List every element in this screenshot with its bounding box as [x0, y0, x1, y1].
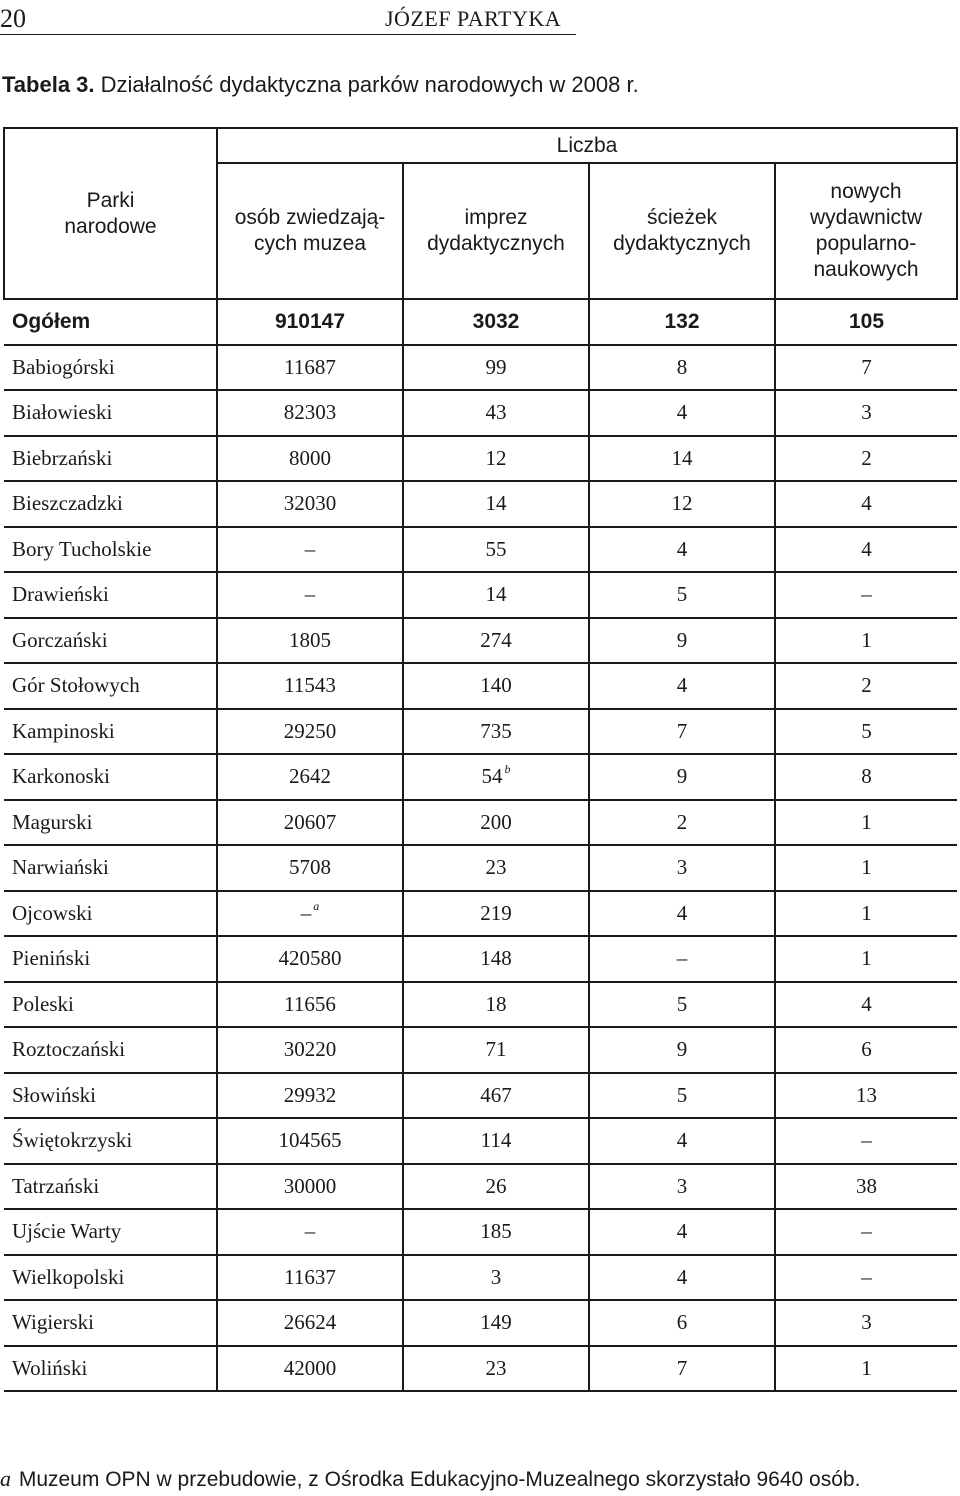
cell-value: 55	[485, 536, 507, 561]
cell-value: 2	[861, 673, 872, 698]
publications-cell	[775, 1073, 957, 1119]
trails-cell	[589, 1300, 775, 1346]
trails-cell	[589, 1255, 775, 1301]
cell-value: 140	[480, 673, 512, 698]
events-cell	[403, 1255, 589, 1301]
cell-value: –	[676, 946, 688, 971]
cell-value: 13	[856, 1082, 877, 1107]
table-row	[4, 754, 957, 800]
park-name: Tatrzański	[4, 1164, 217, 1210]
publications-cell	[775, 1255, 957, 1301]
table-row	[4, 800, 957, 846]
visitors-cell	[217, 1209, 403, 1255]
cell-value: 9	[676, 627, 688, 652]
table-row	[4, 527, 957, 573]
cell-value: 11656	[284, 991, 336, 1016]
table-row	[4, 1118, 957, 1164]
park-name: Ogółem	[4, 299, 217, 345]
cell-value: 4	[861, 536, 872, 561]
table-row	[4, 663, 957, 709]
publications-cell	[775, 390, 957, 436]
cell-value: 30000	[283, 1173, 337, 1198]
cell-value: –	[861, 1219, 872, 1244]
trails-cell	[589, 1118, 775, 1164]
park-name: Ujście Warty	[4, 1209, 217, 1255]
table-body	[4, 299, 957, 1391]
cell-value: 8	[861, 764, 872, 789]
trails-cell: 132	[589, 299, 775, 345]
publications-cell	[775, 345, 957, 391]
cell-value: 8	[676, 354, 688, 379]
cell-value: –	[861, 1264, 872, 1289]
events-cell	[403, 1118, 589, 1164]
park-name: Bory Tucholskie	[4, 527, 217, 573]
table-row	[4, 481, 957, 527]
cell-value: 274	[480, 627, 512, 652]
cell-value: 29932	[283, 1082, 337, 1107]
events-cell	[403, 1027, 589, 1073]
visitors-cell	[217, 891, 403, 937]
cell-value: 5	[676, 991, 688, 1016]
trails-cell	[589, 754, 775, 800]
park-name: Białowieski	[4, 390, 217, 436]
cell-value: 467	[480, 1082, 512, 1107]
header-trails: ścieżek dydaktycznych	[589, 163, 775, 299]
table-row-total	[4, 299, 957, 345]
trails-cell	[589, 1027, 775, 1073]
running-head-rule	[0, 34, 576, 35]
visitors-cell	[217, 1346, 403, 1392]
cell-value: 735	[480, 718, 512, 743]
cell-value: 26	[485, 1173, 507, 1198]
trails-cell	[589, 982, 775, 1028]
cell-value: 14	[671, 445, 693, 470]
park-name: Drawieński	[4, 572, 217, 618]
park-name: Bieszczadzki	[4, 481, 217, 527]
park-name: Pieniński	[4, 936, 217, 982]
cell-value: 1805	[289, 627, 331, 652]
events-cell	[403, 1164, 589, 1210]
trails-cell	[589, 345, 775, 391]
cell-value: 14	[485, 491, 507, 516]
publications-cell	[775, 709, 957, 755]
trails-cell	[589, 572, 775, 618]
cell-value: 7	[676, 718, 688, 743]
park-name: Wigierski	[4, 1300, 217, 1346]
table-row	[4, 1346, 957, 1392]
cell-value: 148	[480, 946, 512, 971]
visitors-cell	[217, 1073, 403, 1119]
cell-value: 3	[490, 1264, 502, 1289]
table-caption-label: Tabela 3.	[2, 72, 95, 97]
events-cell	[403, 754, 589, 800]
park-name: Karkonoski	[4, 754, 217, 800]
park-name: Narwiański	[4, 845, 217, 891]
visitors-cell	[217, 1164, 403, 1210]
cell-value: 5	[676, 582, 688, 607]
cell-value: 23	[485, 855, 507, 880]
visitors-cell	[217, 345, 403, 391]
footnote-marker: a	[313, 898, 320, 913]
cell-value: 1	[861, 946, 872, 971]
cell-value: 200	[480, 809, 512, 834]
table-caption	[2, 72, 639, 98]
cell-value: –	[304, 1219, 316, 1244]
table-row	[4, 982, 957, 1028]
trails-cell	[589, 1346, 775, 1392]
trails-cell	[589, 390, 775, 436]
trails-cell	[589, 663, 775, 709]
visitors-cell	[217, 754, 403, 800]
events-cell	[403, 1073, 589, 1119]
table-row	[4, 345, 957, 391]
cell-value: 12	[671, 491, 693, 516]
cell-value: 3	[676, 855, 688, 880]
header-group-count: Liczba	[217, 128, 957, 163]
cell-value: 1	[861, 855, 872, 880]
events-cell	[403, 572, 589, 618]
table-row	[4, 390, 957, 436]
running-head: JÓZEF PARTYKA	[385, 6, 562, 31]
visitors-cell	[217, 618, 403, 664]
footnote-text: Muzeum OPN w przebudowie, z Ośrodka Edukacyjno-Muzealnego skorzystało 9640 osób.	[13, 1468, 861, 1491]
publications-cell	[775, 754, 957, 800]
trails-cell	[589, 527, 775, 573]
publications-cell	[775, 800, 957, 846]
park-name: Ojcowski	[4, 891, 217, 937]
visitors-cell	[217, 800, 403, 846]
cell-value: 4	[676, 900, 688, 925]
table-row	[4, 1027, 957, 1073]
park-name: Babiogórski	[4, 345, 217, 391]
cell-value: 38	[856, 1173, 877, 1198]
cell-value: 2642	[289, 764, 331, 789]
table-row	[4, 1164, 957, 1210]
publications-cell	[775, 618, 957, 664]
cell-value: 4	[861, 991, 872, 1016]
publications-cell	[775, 663, 957, 709]
cell-value: 29250	[283, 718, 337, 743]
cell-value: 5	[861, 718, 872, 743]
cell-value: 11687	[284, 354, 336, 379]
publications-cell: 105	[775, 299, 957, 345]
visitors-cell	[217, 527, 403, 573]
publications-cell	[775, 1164, 957, 1210]
cell-value: 26624	[283, 1310, 337, 1335]
visitors-cell	[217, 709, 403, 755]
table-row	[4, 436, 957, 482]
cell-value: 2	[676, 809, 688, 834]
cell-value: 23	[485, 1355, 507, 1380]
publications-cell	[775, 527, 957, 573]
cell-value: 82303	[283, 400, 337, 425]
events-cell	[403, 891, 589, 937]
header-events: imprez dydaktycznych	[403, 163, 589, 299]
cell-value: 219	[480, 900, 512, 925]
cell-value: 42000	[283, 1355, 337, 1380]
cell-value: 11543	[284, 673, 336, 698]
cell-value: 9	[676, 1037, 688, 1062]
header-visitors: osób zwiedzają- cych muzea	[217, 163, 403, 299]
visitors-cell	[217, 936, 403, 982]
publications-cell	[775, 1027, 957, 1073]
trails-cell	[589, 436, 775, 482]
events-cell	[403, 390, 589, 436]
park-name: Woliński	[4, 1346, 217, 1392]
cell-value: 1	[861, 809, 872, 834]
trails-cell	[589, 481, 775, 527]
visitors-cell	[217, 436, 403, 482]
events-cell	[403, 1346, 589, 1392]
cell-value: –	[861, 582, 872, 607]
visitors-cell	[217, 1027, 403, 1073]
cell-value: 3	[676, 1173, 688, 1198]
visitors-cell	[217, 982, 403, 1028]
cell-value: –	[304, 582, 316, 607]
cell-value: –	[304, 536, 316, 561]
cell-value: 9	[676, 764, 688, 789]
cell-value: 4	[676, 1264, 688, 1289]
cell-value: 149	[480, 1310, 512, 1335]
cell-value: 6	[676, 1310, 688, 1335]
table-row	[4, 572, 957, 618]
table-row	[4, 891, 957, 937]
cell-value: 3	[861, 1310, 872, 1335]
footnote	[0, 1466, 860, 1492]
cell-value: 43	[485, 400, 507, 425]
cell-value: 18	[485, 991, 507, 1016]
cell-value: 1	[861, 900, 872, 925]
table-row	[4, 709, 957, 755]
visitors-cell: 910147	[217, 299, 403, 345]
cell-value: 11637	[284, 1264, 336, 1289]
cell-value: –	[861, 1128, 872, 1153]
cell-value: 30220	[283, 1037, 337, 1062]
cell-value: 4	[676, 673, 688, 698]
header-parks: Parki narodowe	[4, 128, 217, 299]
cell-value: 14	[485, 582, 507, 607]
table-row	[4, 1073, 957, 1119]
cell-value: 4	[676, 536, 688, 561]
events-cell	[403, 527, 589, 573]
events-cell	[403, 618, 589, 664]
cell-value: 54	[481, 764, 503, 789]
events-cell	[403, 709, 589, 755]
table-row	[4, 845, 957, 891]
trails-cell	[589, 800, 775, 846]
visitors-cell	[217, 572, 403, 618]
park-name: Świętokrzyski	[4, 1118, 217, 1164]
publications-cell	[775, 982, 957, 1028]
cell-value: 5708	[289, 855, 331, 880]
cell-value: 4	[676, 1128, 688, 1153]
publications-cell	[775, 936, 957, 982]
events-cell	[403, 663, 589, 709]
cell-value: 1	[861, 1355, 872, 1380]
visitors-cell	[217, 663, 403, 709]
events-cell	[403, 1209, 589, 1255]
events-cell	[403, 936, 589, 982]
publications-cell	[775, 845, 957, 891]
trails-cell	[589, 1073, 775, 1119]
visitors-cell	[217, 1255, 403, 1301]
table-caption-text: Działalność dydaktyczna parków narodowych w 2008 r.	[94, 72, 639, 97]
publications-cell	[775, 572, 957, 618]
publications-cell	[775, 1209, 957, 1255]
park-name: Poleski	[4, 982, 217, 1028]
events-cell	[403, 345, 589, 391]
cell-value: 185	[480, 1219, 512, 1244]
cell-value: 1	[861, 627, 872, 652]
cell-value: –	[300, 900, 312, 925]
header-publications: nowych wydawnictw popularno- naukowych	[775, 163, 957, 299]
events-cell	[403, 800, 589, 846]
table-row	[4, 1300, 957, 1346]
events-cell	[403, 481, 589, 527]
cell-value: 5	[676, 1082, 688, 1107]
trails-cell	[589, 891, 775, 937]
events-cell	[403, 845, 589, 891]
park-name: Gorczański	[4, 618, 217, 664]
table-row	[4, 618, 957, 664]
cell-value: 99	[485, 354, 507, 379]
cell-value: 2	[861, 445, 872, 470]
footnote-mark: a	[0, 1466, 11, 1491]
cell-value: 32030	[283, 491, 337, 516]
trails-cell	[589, 709, 775, 755]
footnote-marker: b	[504, 762, 511, 777]
publications-cell	[775, 1118, 957, 1164]
page-number: 20	[0, 4, 26, 33]
visitors-cell	[217, 481, 403, 527]
cell-value: 20607	[283, 809, 337, 834]
park-name: Wielkopolski	[4, 1255, 217, 1301]
visitors-cell	[217, 390, 403, 436]
park-name: Magurski	[4, 800, 217, 846]
cell-value: 6	[861, 1037, 872, 1062]
publications-cell	[775, 1346, 957, 1392]
visitors-cell	[217, 1300, 403, 1346]
events-cell	[403, 982, 589, 1028]
publications-cell	[775, 481, 957, 527]
cell-value: 4	[861, 491, 872, 516]
visitors-cell	[217, 845, 403, 891]
park-name: Gór Stołowych	[4, 663, 217, 709]
cell-value: 7	[676, 1355, 688, 1380]
publications-cell	[775, 436, 957, 482]
park-name: Biebrzański	[4, 436, 217, 482]
publications-cell	[775, 1300, 957, 1346]
cell-value: 71	[485, 1037, 507, 1062]
events-cell	[403, 436, 589, 482]
cell-value: 114	[480, 1128, 512, 1153]
table-row	[4, 1209, 957, 1255]
cell-value: 7	[861, 354, 872, 379]
cell-value: 4	[676, 1219, 688, 1244]
trails-cell	[589, 1209, 775, 1255]
events-cell	[403, 1300, 589, 1346]
national-parks-table	[3, 127, 958, 1392]
trails-cell	[589, 845, 775, 891]
park-name: Słowiński	[4, 1073, 217, 1119]
table-row	[4, 936, 957, 982]
visitors-cell	[217, 1118, 403, 1164]
events-cell: 3032	[403, 299, 589, 345]
park-name: Roztoczański	[4, 1027, 217, 1073]
trails-cell	[589, 1164, 775, 1210]
cell-value: 4	[676, 400, 688, 425]
publications-cell	[775, 891, 957, 937]
trails-cell	[589, 936, 775, 982]
park-name: Kampinoski	[4, 709, 217, 755]
trails-cell	[589, 618, 775, 664]
cell-value: 8000	[289, 445, 331, 470]
cell-value: 3	[861, 400, 872, 425]
cell-value: 420580	[278, 946, 342, 971]
table-row	[4, 1255, 957, 1301]
cell-value: 104565	[278, 1128, 342, 1153]
cell-value: 12	[485, 445, 507, 470]
